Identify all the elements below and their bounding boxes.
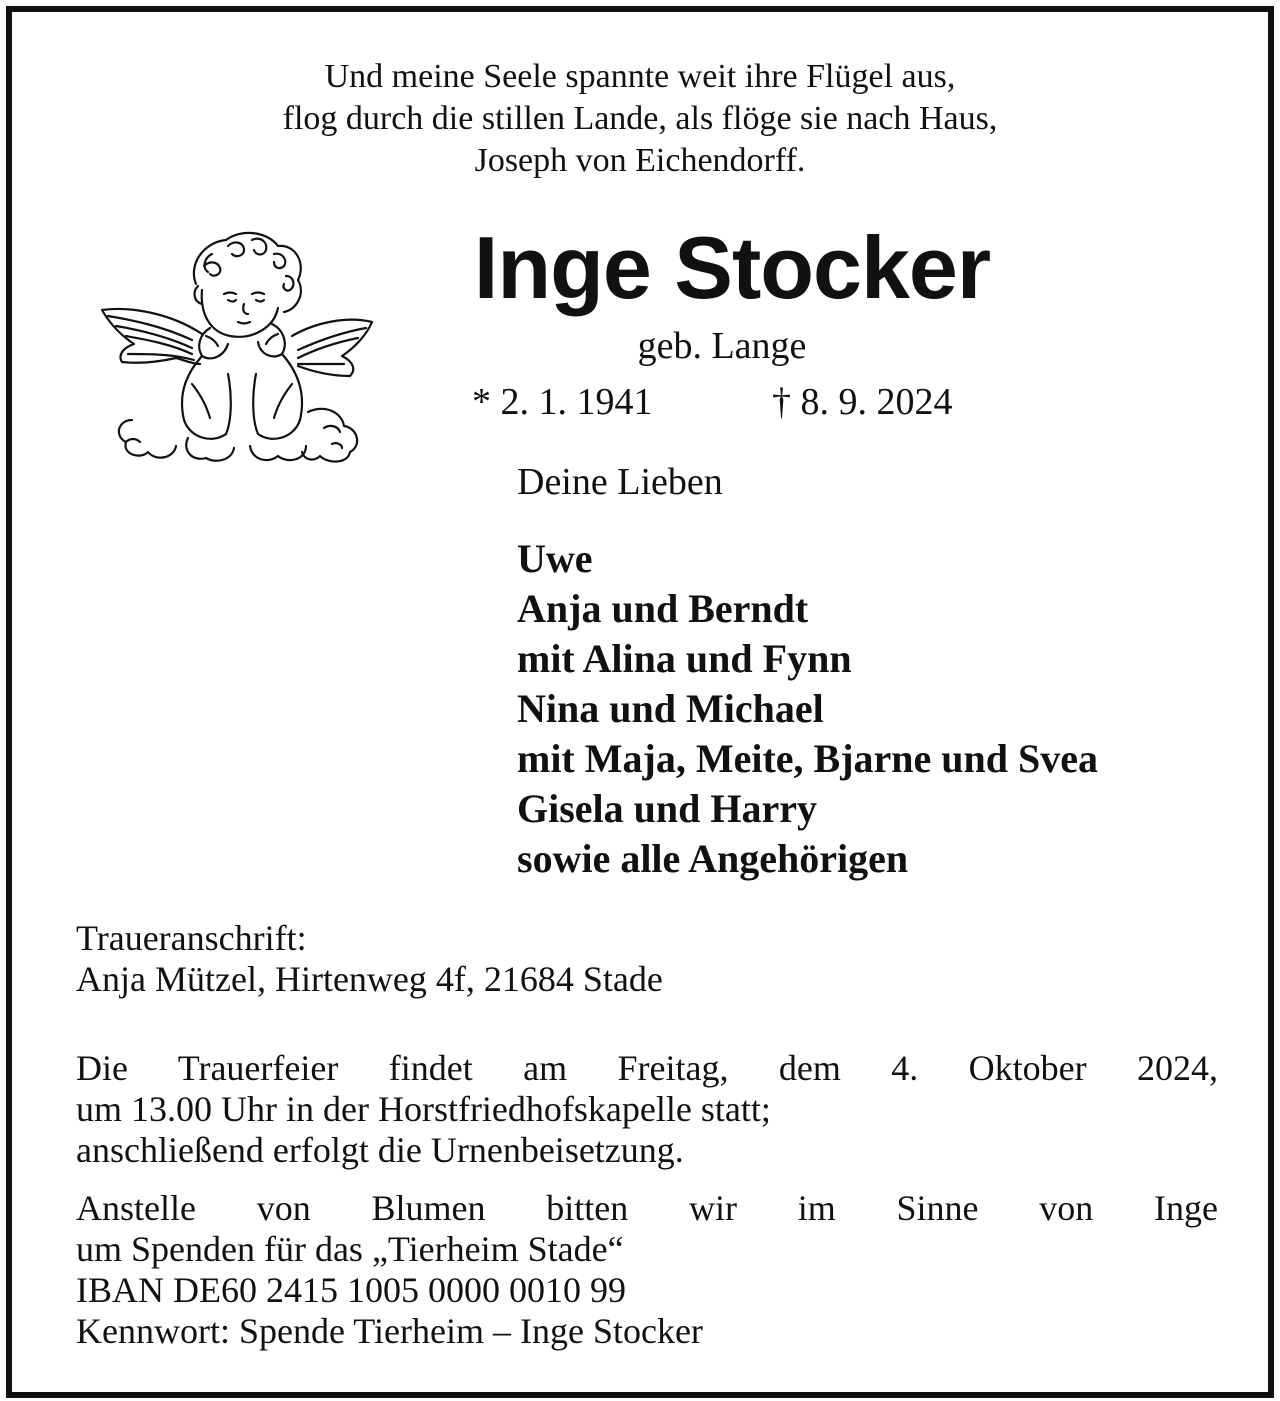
death-date: † 8. 9. 2024 bbox=[772, 381, 953, 423]
donation-keyword: Kennwort: Spende Tierheim – Inge Stocker bbox=[76, 1311, 703, 1351]
mourning-address bbox=[76, 918, 1218, 1000]
donation-info bbox=[76, 1188, 1218, 1352]
poem-quote bbox=[12, 56, 1268, 182]
mourners-list bbox=[517, 534, 1098, 884]
mourner-name: Nina und Michael bbox=[517, 686, 824, 731]
obituary-notice bbox=[6, 6, 1274, 1398]
donation-line: um Spenden für das „Tierheim Stade“ bbox=[76, 1229, 624, 1269]
deceased-name: Inge Stocker bbox=[473, 218, 991, 317]
donation-iban: IBAN DE60 2415 1005 0000 0010 99 bbox=[76, 1270, 626, 1310]
quote-line: Und meine Seele spannte weit ihre Flügel aus, bbox=[324, 58, 956, 95]
mourners-intro: Deine Lieben bbox=[517, 461, 723, 503]
service-line: um 13.00 Uhr in der Horstfriedhofskapelle statt; bbox=[76, 1089, 771, 1129]
mourner-name: mit Alina und Fynn bbox=[517, 636, 852, 681]
quote-line: flog durch die stillen Lande, als flöge sie nach Haus, bbox=[282, 100, 998, 137]
mourner-name: sowie alle Angehörigen bbox=[517, 836, 909, 881]
mourner-name: Gisela und Harry bbox=[517, 786, 818, 831]
donation-line: Anstelle von Blumen bitten wir im Sinne von Inge bbox=[76, 1188, 1218, 1228]
maiden-name: geb. Lange bbox=[637, 325, 807, 367]
birth-date: * 2. 1. 1941 bbox=[472, 381, 653, 423]
service-line: anschließend erfolgt die Urnenbeisetzung. bbox=[76, 1130, 684, 1170]
mourner-name: Uwe bbox=[517, 536, 593, 581]
cherub-angel-icon bbox=[92, 224, 382, 464]
quote-author: Joseph von Eichendorff. bbox=[474, 142, 806, 179]
funeral-service-info bbox=[76, 1048, 1218, 1171]
service-line: Die Trauerfeier findet am Freitag, dem 4. Oktober 2024, bbox=[76, 1048, 1218, 1088]
address-line: Anja Mützel, Hirtenweg 4f, 21684 Stade bbox=[76, 959, 663, 999]
mourner-name: Anja und Berndt bbox=[517, 586, 809, 631]
address-label: Traueranschrift: bbox=[76, 918, 307, 958]
mourner-name: mit Maja, Meite, Bjarne und Svea bbox=[517, 736, 1099, 781]
